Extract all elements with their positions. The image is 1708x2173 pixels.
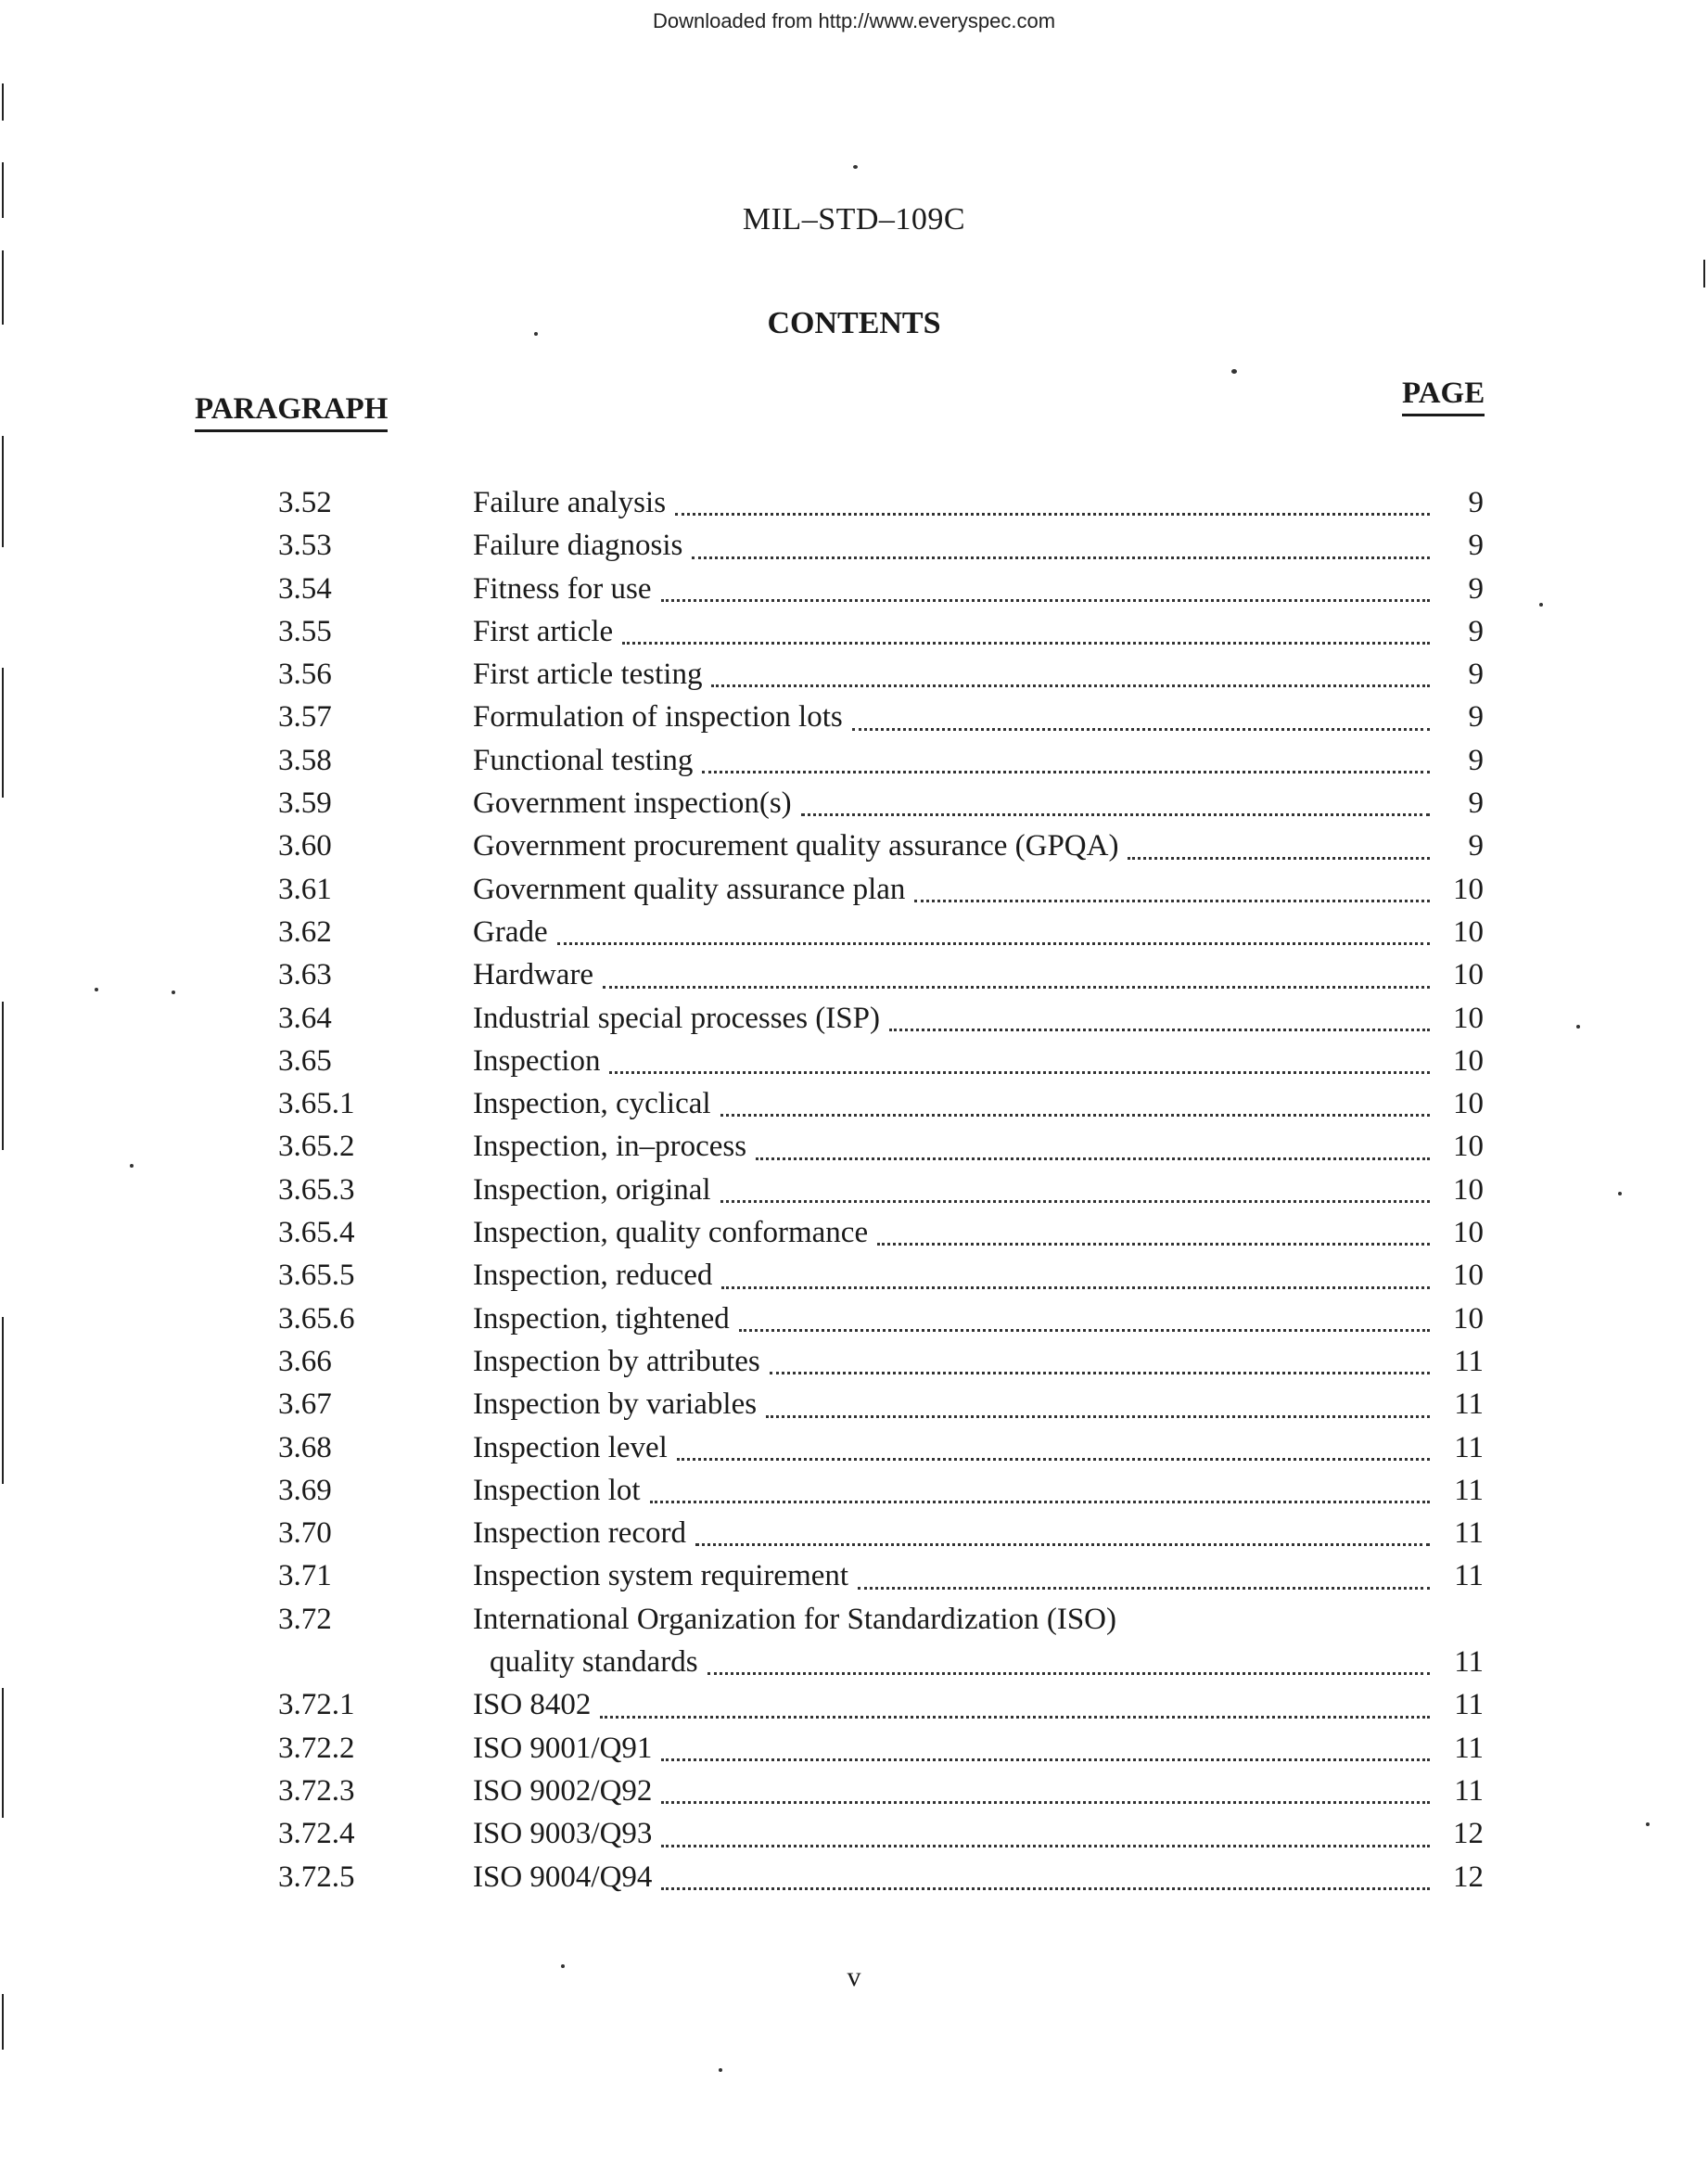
toc-entry bbox=[278, 653, 1484, 696]
dot-leader bbox=[600, 1716, 1430, 1719]
toc-entry bbox=[278, 911, 1484, 953]
toc-entry bbox=[278, 1297, 1484, 1340]
toc-entry bbox=[278, 1082, 1484, 1125]
toc-entry-body bbox=[473, 653, 1484, 696]
scan-speck bbox=[1231, 369, 1237, 374]
toc-entry-body bbox=[473, 1426, 1484, 1469]
toc-entry-body bbox=[473, 1727, 1484, 1770]
toc-paragraph-number: 3.72.2 bbox=[278, 1731, 355, 1765]
toc-paragraph-number: 3.65.2 bbox=[278, 1130, 355, 1164]
toc-paragraph-number: 3.72.1 bbox=[278, 1688, 355, 1722]
toc-entry bbox=[278, 1254, 1484, 1297]
toc-entry-title: Inspection bbox=[473, 1043, 601, 1078]
dot-leader bbox=[661, 1801, 1430, 1804]
scan-edge-mark bbox=[2, 1994, 4, 2050]
toc-entry-title: Inspection system requirement bbox=[473, 1559, 849, 1593]
toc-entry-title: Failure analysis bbox=[473, 486, 667, 519]
toc-entry-body bbox=[473, 1683, 1484, 1726]
toc-page-number: 9 bbox=[1468, 529, 1484, 563]
toc-page-number: 11 bbox=[1454, 1473, 1484, 1507]
toc-line bbox=[473, 610, 1484, 653]
dot-leader bbox=[661, 1887, 1430, 1890]
toc-page-number: 11 bbox=[1454, 1344, 1484, 1378]
toc-entry bbox=[278, 1426, 1484, 1469]
toc-entry-title: Inspection, quality conformance bbox=[473, 1216, 869, 1250]
toc-line bbox=[473, 1125, 1484, 1168]
toc-entry-body bbox=[473, 1040, 1484, 1082]
toc-entry-body bbox=[473, 1469, 1484, 1512]
paragraph-column-heading: PARAGRAPH bbox=[195, 392, 388, 432]
toc-line bbox=[473, 1554, 1484, 1597]
toc-entry bbox=[278, 782, 1484, 824]
toc-paragraph-number: 3.61 bbox=[278, 872, 332, 906]
toc-line bbox=[473, 911, 1484, 953]
toc-entry bbox=[278, 696, 1484, 738]
contents-title: CONTENTS bbox=[767, 306, 941, 340]
scan-speck bbox=[130, 1164, 134, 1168]
toc-paragraph-number: 3.55 bbox=[278, 614, 332, 648]
toc-entry-body bbox=[473, 911, 1484, 953]
toc-entry-title: Inspection lot bbox=[473, 1473, 641, 1507]
toc-entry-title: Inspection, original bbox=[473, 1172, 711, 1207]
page-column-heading: PAGE bbox=[1402, 377, 1485, 416]
dot-leader bbox=[858, 1587, 1430, 1590]
toc-line bbox=[473, 1812, 1484, 1855]
toc-paragraph-number: 3.65.4 bbox=[278, 1216, 355, 1250]
page-number: v bbox=[847, 1962, 861, 1992]
toc-paragraph-number: 3.60 bbox=[278, 829, 332, 863]
toc-entry-title: Government quality assurance plan bbox=[473, 872, 906, 906]
toc-entry-body bbox=[473, 1254, 1484, 1297]
toc-entry-body bbox=[473, 1383, 1484, 1425]
toc-entry-title: Government inspection(s) bbox=[473, 786, 792, 821]
toc-line bbox=[473, 653, 1484, 696]
dot-leader bbox=[677, 1458, 1430, 1461]
toc-entry-title: Fitness for use bbox=[473, 571, 652, 606]
toc-page-number: 9 bbox=[1468, 743, 1484, 777]
toc-line bbox=[473, 1469, 1484, 1512]
toc-entry-title: Government procurement quality assurance (GPQA) bbox=[473, 829, 1119, 863]
toc-entry bbox=[278, 1554, 1484, 1597]
toc-entry-title: Grade bbox=[473, 914, 548, 949]
toc-entry-title: Inspection, cyclical bbox=[473, 1087, 711, 1121]
scan-edge-mark bbox=[2, 162, 4, 218]
toc-entry bbox=[278, 997, 1484, 1040]
toc-page-number: 9 bbox=[1468, 614, 1484, 648]
toc-entry-title: Formulation of inspection lots bbox=[473, 700, 843, 735]
toc-entry-title: ISO 9003/Q93 bbox=[473, 1817, 653, 1851]
toc-paragraph-number: 3.66 bbox=[278, 1344, 332, 1378]
dot-leader bbox=[739, 1329, 1430, 1332]
toc-page-number: 11 bbox=[1454, 1516, 1484, 1551]
toc-paragraph-number: 3.59 bbox=[278, 786, 332, 821]
toc-entry-body bbox=[473, 782, 1484, 824]
toc-entry-body bbox=[473, 1125, 1484, 1168]
scan-edge-mark bbox=[2, 83, 4, 121]
toc-page-number: 9 bbox=[1468, 786, 1484, 821]
toc-line bbox=[473, 1383, 1484, 1425]
dot-leader bbox=[707, 1672, 1430, 1675]
toc-entry-body bbox=[473, 610, 1484, 653]
toc-paragraph-number: 3.63 bbox=[278, 958, 332, 992]
toc-entry-title: Inspection, in–process bbox=[473, 1130, 747, 1164]
toc-paragraph-number: 3.62 bbox=[278, 914, 332, 949]
scan-speck bbox=[719, 2068, 722, 2072]
toc-paragraph-number: 3.65.1 bbox=[278, 1087, 355, 1121]
toc-line bbox=[473, 481, 1484, 524]
toc-entry-body bbox=[473, 524, 1484, 567]
toc-entry bbox=[278, 868, 1484, 911]
toc-line bbox=[473, 1598, 1484, 1641]
toc-entry bbox=[278, 1812, 1484, 1855]
toc-entry bbox=[278, 1340, 1484, 1383]
toc-entry-body bbox=[473, 953, 1484, 996]
toc-line bbox=[473, 824, 1484, 867]
toc-page-number: 12 bbox=[1453, 1860, 1484, 1894]
dot-leader bbox=[609, 1071, 1430, 1074]
toc-line bbox=[473, 739, 1484, 782]
toc-page-number: 11 bbox=[1454, 1387, 1484, 1422]
scan-speck bbox=[172, 991, 175, 994]
toc-entry-body bbox=[473, 1512, 1484, 1554]
dot-leader bbox=[650, 1501, 1430, 1503]
toc-paragraph-number: 3.56 bbox=[278, 658, 332, 692]
dot-leader bbox=[711, 684, 1430, 687]
toc-entry bbox=[278, 1512, 1484, 1554]
dot-leader bbox=[770, 1372, 1430, 1374]
toc-entry bbox=[278, 1211, 1484, 1254]
dot-leader bbox=[720, 1200, 1430, 1203]
toc-entry bbox=[278, 1683, 1484, 1726]
dot-leader bbox=[661, 599, 1431, 602]
scan-speck bbox=[1646, 1822, 1650, 1826]
toc-page-number: 10 bbox=[1453, 1301, 1484, 1336]
scan-speck bbox=[1618, 1192, 1622, 1195]
toc-page-number: 9 bbox=[1468, 486, 1484, 519]
toc-entry-body bbox=[473, 568, 1484, 610]
toc-paragraph-number: 3.72.5 bbox=[278, 1860, 355, 1894]
dot-leader bbox=[914, 900, 1430, 902]
dot-leader bbox=[766, 1415, 1430, 1418]
toc-entry-body bbox=[473, 1812, 1484, 1855]
toc-line bbox=[473, 1040, 1484, 1082]
toc-entry-body bbox=[473, 1169, 1484, 1211]
toc-paragraph-number: 3.69 bbox=[278, 1473, 332, 1507]
toc-line bbox=[473, 696, 1484, 738]
toc-entry-title: Inspection record bbox=[473, 1516, 686, 1551]
scan-speck bbox=[534, 332, 538, 336]
scan-speck bbox=[853, 165, 858, 169]
toc-entry-title: Functional testing bbox=[473, 743, 694, 777]
toc-entry bbox=[278, 610, 1484, 653]
toc-entry-title: First article testing bbox=[473, 658, 703, 692]
toc-entry-body bbox=[473, 1340, 1484, 1383]
toc-page-number: 10 bbox=[1453, 872, 1484, 906]
toc-entry-title: Hardware bbox=[473, 958, 594, 992]
toc-page-number: 11 bbox=[1454, 1688, 1484, 1722]
toc-line bbox=[473, 1082, 1484, 1125]
toc-entry-title: ISO 9001/Q91 bbox=[473, 1731, 653, 1765]
toc-paragraph-number: 3.53 bbox=[278, 529, 332, 563]
toc-page-number: 9 bbox=[1468, 571, 1484, 606]
toc-line bbox=[473, 868, 1484, 911]
toc-line bbox=[473, 782, 1484, 824]
toc-page-number: 10 bbox=[1453, 1043, 1484, 1078]
scan-edge-mark bbox=[2, 1317, 4, 1484]
toc-page-number: 12 bbox=[1453, 1817, 1484, 1851]
dot-leader bbox=[622, 642, 1430, 645]
scan-speck bbox=[1576, 1025, 1580, 1029]
toc-entry-title: Inspection by attributes bbox=[473, 1344, 760, 1378]
toc-line bbox=[473, 1512, 1484, 1554]
toc-paragraph-number: 3.65 bbox=[278, 1043, 332, 1078]
toc-paragraph-number: 3.71 bbox=[278, 1559, 332, 1593]
toc-entry-title: International Organization for Standardization (ISO) bbox=[473, 1602, 1116, 1636]
scan-edge-mark bbox=[2, 668, 4, 798]
toc-entry-title: Failure diagnosis bbox=[473, 529, 683, 563]
dot-leader bbox=[877, 1243, 1430, 1246]
dot-leader bbox=[852, 728, 1430, 731]
dot-leader bbox=[720, 1114, 1430, 1117]
document-identifier: MIL–STD–109C bbox=[742, 202, 966, 236]
dot-leader bbox=[721, 1286, 1430, 1289]
toc-entry-body bbox=[473, 1598, 1484, 1684]
scan-edge-mark bbox=[2, 436, 4, 547]
toc-page-number: 10 bbox=[1453, 958, 1484, 992]
toc-entry bbox=[278, 481, 1484, 524]
toc-line bbox=[473, 1683, 1484, 1726]
toc-line bbox=[473, 1641, 1484, 1683]
toc-entry bbox=[278, 1169, 1484, 1211]
dot-leader bbox=[675, 513, 1430, 516]
scan-speck bbox=[1539, 603, 1543, 607]
toc-page-number: 11 bbox=[1454, 1731, 1484, 1765]
toc-line bbox=[473, 1856, 1484, 1898]
toc-entry bbox=[278, 824, 1484, 867]
toc-paragraph-number: 3.52 bbox=[278, 486, 332, 519]
toc-page-number: 11 bbox=[1454, 1645, 1484, 1680]
toc-line bbox=[473, 997, 1484, 1040]
toc-line bbox=[473, 524, 1484, 567]
toc-entry bbox=[278, 953, 1484, 996]
toc-entry-body bbox=[473, 1856, 1484, 1898]
dot-leader bbox=[603, 986, 1430, 989]
toc-paragraph-number: 3.72.4 bbox=[278, 1817, 355, 1851]
toc-paragraph-number: 3.70 bbox=[278, 1516, 332, 1551]
toc-page-number: 10 bbox=[1453, 1087, 1484, 1121]
dot-leader bbox=[702, 771, 1430, 773]
toc-line bbox=[473, 1211, 1484, 1254]
toc-page-number: 10 bbox=[1453, 1216, 1484, 1250]
toc-entry bbox=[278, 1040, 1484, 1082]
toc-entry-body bbox=[473, 1297, 1484, 1340]
scan-speck bbox=[561, 1964, 565, 1968]
dot-leader bbox=[801, 813, 1430, 816]
toc-line bbox=[473, 953, 1484, 996]
toc-entry-title: Inspection, reduced bbox=[473, 1259, 713, 1293]
scan-edge-mark bbox=[2, 1002, 4, 1150]
toc-entry-title: ISO 9002/Q92 bbox=[473, 1773, 653, 1808]
dot-leader bbox=[756, 1157, 1430, 1160]
toc-entry bbox=[278, 1856, 1484, 1898]
toc-entry bbox=[278, 568, 1484, 610]
toc-page-number: 10 bbox=[1453, 1259, 1484, 1293]
toc-entry-title: ISO 9004/Q94 bbox=[473, 1860, 653, 1894]
dot-leader bbox=[1128, 857, 1430, 860]
toc-line bbox=[473, 1426, 1484, 1469]
toc-line bbox=[473, 1727, 1484, 1770]
toc-line bbox=[473, 1169, 1484, 1211]
toc-entry-body bbox=[473, 1082, 1484, 1125]
toc-paragraph-number: 3.58 bbox=[278, 743, 332, 777]
toc-entry bbox=[278, 739, 1484, 782]
toc-line bbox=[473, 1254, 1484, 1297]
toc-entry-body bbox=[473, 868, 1484, 911]
dot-leader bbox=[661, 1758, 1430, 1761]
toc-line bbox=[473, 568, 1484, 610]
toc-paragraph-number: 3.68 bbox=[278, 1430, 332, 1464]
dot-leader bbox=[695, 1543, 1430, 1546]
toc-page-number: 10 bbox=[1453, 914, 1484, 949]
toc-entry bbox=[278, 524, 1484, 567]
toc-entry bbox=[278, 1469, 1484, 1512]
toc-entry-body bbox=[473, 696, 1484, 738]
toc-page-number: 10 bbox=[1453, 1001, 1484, 1035]
dot-leader bbox=[889, 1029, 1430, 1031]
toc-paragraph-number: 3.64 bbox=[278, 1001, 332, 1035]
toc-page-number: 11 bbox=[1454, 1773, 1484, 1808]
toc-page-number: 10 bbox=[1453, 1130, 1484, 1164]
toc-page-number: 9 bbox=[1468, 658, 1484, 692]
toc-entry bbox=[278, 1383, 1484, 1425]
toc-paragraph-number: 3.67 bbox=[278, 1387, 332, 1422]
toc-entry bbox=[278, 1598, 1484, 1684]
toc-entry-title: ISO 8402 bbox=[473, 1688, 592, 1722]
toc-paragraph-number: 3.65.6 bbox=[278, 1301, 355, 1336]
toc-entry-body bbox=[473, 739, 1484, 782]
toc-page-number: 9 bbox=[1468, 700, 1484, 735]
toc-entry bbox=[278, 1125, 1484, 1168]
toc-entry-title: Inspection level bbox=[473, 1430, 668, 1464]
toc-entry bbox=[278, 1727, 1484, 1770]
scan-edge-mark bbox=[2, 1688, 4, 1818]
dot-leader bbox=[557, 942, 1430, 945]
toc-paragraph-number: 3.72.3 bbox=[278, 1773, 355, 1808]
toc-page-number: 9 bbox=[1468, 829, 1484, 863]
toc-line bbox=[473, 1770, 1484, 1812]
toc-entry bbox=[278, 1770, 1484, 1812]
toc-entry-title: First article bbox=[473, 614, 614, 648]
toc-line bbox=[473, 1297, 1484, 1340]
dot-leader bbox=[661, 1845, 1430, 1847]
toc-entry-title: Industrial special processes (ISP) bbox=[473, 1001, 880, 1035]
toc-paragraph-number: 3.72 bbox=[278, 1602, 332, 1636]
toc-page-number: 11 bbox=[1454, 1430, 1484, 1464]
toc-entry-body bbox=[473, 1211, 1484, 1254]
toc-paragraph-number: 3.57 bbox=[278, 700, 332, 735]
toc-page-number: 10 bbox=[1453, 1172, 1484, 1207]
toc-entry-body bbox=[473, 824, 1484, 867]
toc-entry-title: quality standards bbox=[490, 1645, 698, 1680]
toc-entry-body bbox=[473, 481, 1484, 524]
toc-line bbox=[473, 1340, 1484, 1383]
toc-entry-title: Inspection, tightened bbox=[473, 1301, 730, 1336]
toc-paragraph-number: 3.65.5 bbox=[278, 1259, 355, 1293]
scan-edge-mark bbox=[1703, 260, 1705, 288]
download-source-note: Downloaded from http://www.everyspec.com bbox=[652, 9, 1056, 32]
toc-entry-body bbox=[473, 1554, 1484, 1597]
toc-entry-body bbox=[473, 997, 1484, 1040]
toc-paragraph-number: 3.65.3 bbox=[278, 1172, 355, 1207]
dot-leader bbox=[692, 556, 1430, 559]
scan-speck bbox=[95, 988, 98, 991]
table-of-contents bbox=[278, 481, 1484, 1898]
toc-entry-title: Inspection by variables bbox=[473, 1387, 758, 1422]
toc-page-number: 11 bbox=[1454, 1559, 1484, 1593]
toc-paragraph-number: 3.54 bbox=[278, 571, 332, 606]
scan-edge-mark bbox=[2, 250, 4, 325]
toc-entry-body bbox=[473, 1770, 1484, 1812]
